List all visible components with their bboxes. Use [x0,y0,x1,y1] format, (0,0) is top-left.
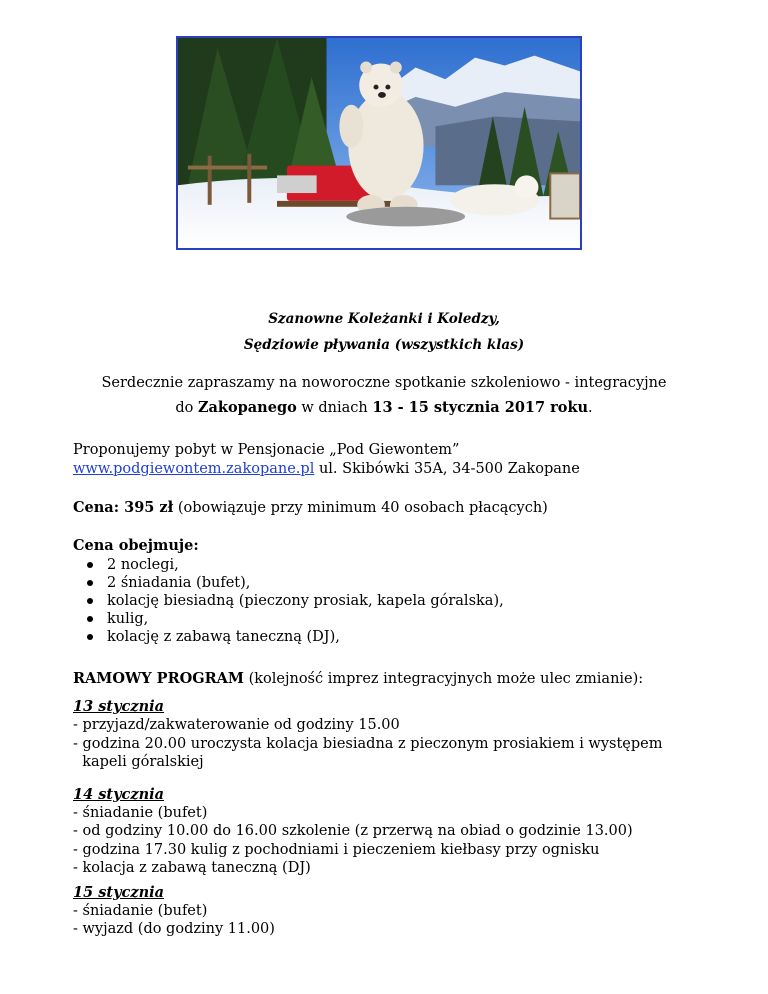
includes-list [73,556,504,646]
header-photo [176,36,582,250]
price-label: Cena: 395 zł [73,499,174,516]
day-13-line: - godzina 20.00 uroczysta kolacja biesiadna z pieczonym prosiakiem i występem [73,736,663,752]
pension-website-link[interactable]: www.podgiewontem.zakopane.pl [73,461,315,477]
stay-address: ul. Skibówki 35A, 34-500 Zakopane [314,461,580,477]
includes-heading [73,537,199,555]
day-title-13: 13 stycznia [73,698,165,715]
list-item: 2 noclegi, [73,556,504,574]
program-heading: RAMOWY PROGRAM [73,670,244,687]
invite-mid: w dniach [296,400,373,416]
stay-line-2 [73,460,580,478]
greeting-line-1: Szanowne Koleżanki i Koledzy, [268,311,500,327]
includes-heading-text: Cena obejmuje: [73,537,199,554]
day-14-line: - godzina 17.30 kulig z pochodniami i pieczeniem kiełbasy przy ognisku [73,842,600,858]
day-title-15: 15 stycznia [73,884,165,901]
program-note: (kolejność imprez integracyjnych może ulec zmianie): [243,671,644,687]
day-15-line: - wyjazd (do godziny 11.00) [73,921,275,937]
invite-pre: do [175,400,198,416]
invite-line-2 [0,399,768,417]
day-13-line: kapeli góralskiej [73,754,204,770]
list-item: kolację biesiadną (pieczony prosiak, kapela góralska), [73,592,504,610]
price-line [73,499,548,517]
program-heading-line [73,670,643,688]
stay-line-1: Proponujemy pobyt w Pensjonacie „Pod Giewontem” [73,442,460,458]
list-item: kolację z zabawą taneczną (DJ), [73,628,504,646]
greeting-line-2: Sędziowie pływania (wszystkich klas) [243,337,525,353]
list-item: kulig, [73,610,504,628]
invite-line-1: Serdecznie zapraszamy na noworoczne spotkanie szkoleniowo - integracyjne [101,375,667,391]
day-14-line: - kolacja z zabawą taneczną (DJ) [73,860,311,876]
price-note: (obowiązuje przy minimum 40 osobach płacących) [173,500,548,516]
invite-dates: 13 - 15 stycznia 2017 roku [372,399,589,416]
day-14-line: - śniadanie (bufet) [73,805,208,821]
day-14-line: - od godziny 10.00 do 16.00 szkolenie (z przerwą na obiad o godzinie 13.00) [73,823,633,839]
day-13-line: - przyjazd/zakwaterowanie od godziny 15.00 [73,717,400,733]
invite-place: Zakopanego [197,399,297,416]
invite-end: . [588,400,593,416]
winter-scene-image [178,38,580,248]
day-15-line: - śniadanie (bufet) [73,903,208,919]
list-item: 2 śniadania (bufet), [73,574,504,592]
day-title-14: 14 stycznia [73,786,165,803]
